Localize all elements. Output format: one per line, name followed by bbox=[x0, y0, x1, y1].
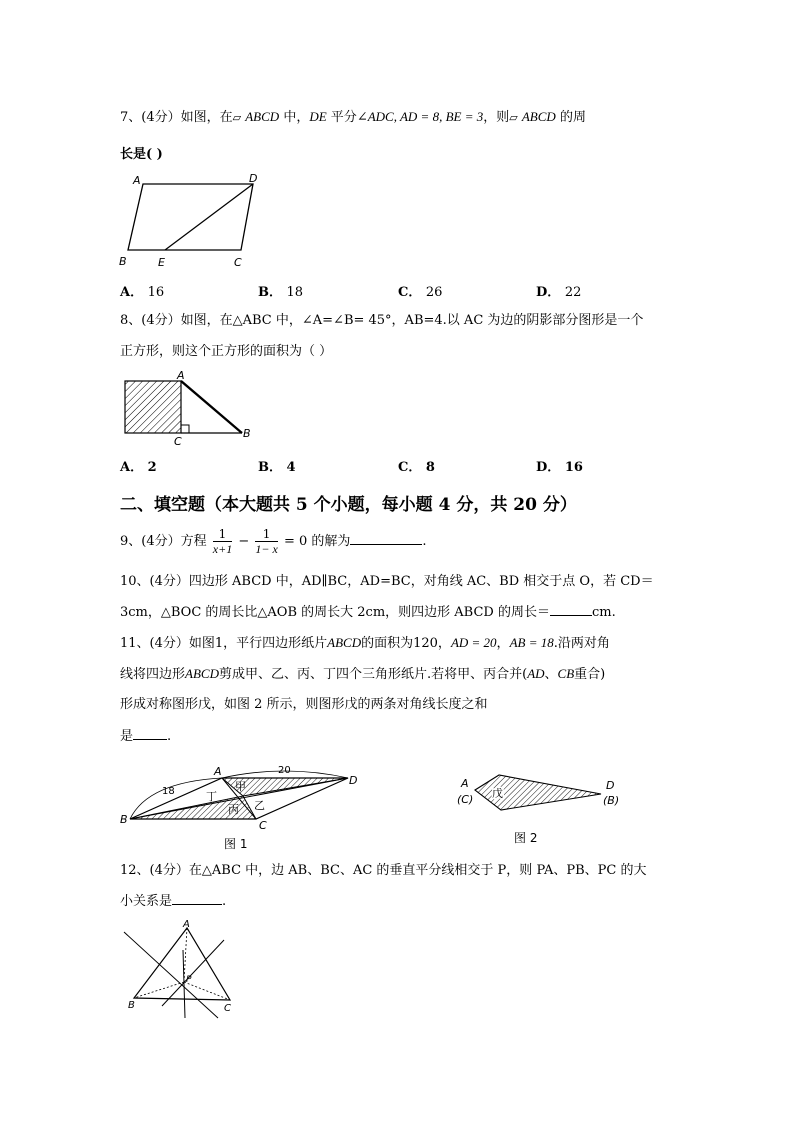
q7-label-a: A bbox=[133, 174, 141, 187]
q9-end: . bbox=[422, 534, 427, 549]
q11-fig1-label-jia: 甲 bbox=[235, 780, 246, 793]
q11-dun: 、 bbox=[544, 667, 558, 682]
q7-de: DE bbox=[309, 109, 327, 124]
q7-option-a: A． 16 bbox=[120, 285, 165, 300]
q11-line1 bbox=[120, 634, 610, 653]
q9-line bbox=[120, 526, 427, 558]
q7-option-c: C． 26 bbox=[398, 285, 443, 300]
q7-parallelogram bbox=[128, 184, 253, 250]
q11-ad: AD = 20 bbox=[450, 635, 497, 650]
q8-label-a: A bbox=[177, 369, 185, 382]
q7-label-b: B bbox=[119, 255, 127, 268]
q10-answer-blank[interactable] bbox=[550, 615, 592, 616]
q11-fig1-label-c: C bbox=[259, 819, 267, 832]
q11-figure-1 bbox=[118, 762, 368, 852]
q9-answer-blank[interactable] bbox=[350, 544, 422, 545]
q11-line4-text: 是 bbox=[120, 729, 134, 744]
q12-label-c: C bbox=[224, 1003, 231, 1014]
q11-line2 bbox=[120, 665, 605, 684]
q11-fig1-label-bing: 丙 bbox=[228, 803, 239, 816]
q11-cb-s: CB bbox=[557, 666, 575, 681]
q7-abcd-2: ABCD bbox=[521, 109, 556, 124]
q12-label-a: A bbox=[183, 919, 190, 930]
q11-line3: 形成对称图形戊，如图 2 所示，则图形戊的两条对角线长度之和 bbox=[120, 697, 488, 712]
q11-figure-2 bbox=[455, 770, 635, 850]
q11-ad-s: AD bbox=[527, 666, 545, 681]
q11-abcd: ABCD bbox=[327, 635, 362, 650]
q11-fig1-label-20: 20 bbox=[278, 765, 291, 776]
q11-fig1-label-b: B bbox=[120, 813, 128, 826]
q12-segment-pa bbox=[184, 928, 187, 982]
q7-pingfen: 平分 bbox=[326, 110, 357, 125]
q7-ze: ，则 bbox=[483, 110, 510, 125]
q9-prefix: 9、(4分）方程 bbox=[120, 534, 207, 549]
q8-figure bbox=[118, 370, 268, 450]
q11-line2-a: 线将四边形 bbox=[120, 667, 186, 682]
q8-label-c: C bbox=[174, 435, 182, 448]
q9-fraction-2: $\frac{1}{1- x}$ bbox=[255, 527, 278, 556]
q11-abcd-2: ABCD bbox=[185, 666, 219, 681]
q8-label-b: B bbox=[243, 427, 251, 440]
q9-minus: − bbox=[238, 534, 250, 549]
q8-side-ab bbox=[181, 381, 242, 433]
q11-line4 bbox=[120, 728, 171, 746]
q7-line2: 长是( ) bbox=[120, 147, 163, 162]
q11-line2-c: 重合) bbox=[574, 667, 606, 682]
q7-intro: 7、(4分）如图，在 bbox=[120, 110, 233, 125]
q11-fig1-label-d: D bbox=[349, 774, 358, 787]
q7-label-c: C bbox=[234, 256, 242, 269]
q12-triangle-abc bbox=[134, 928, 230, 1000]
q8-line2: 正方形，则这个正方形的面积为（ ） bbox=[120, 344, 333, 359]
q7-abcd: ABCD bbox=[245, 109, 280, 124]
q7-zhong: 中， bbox=[279, 110, 310, 125]
q10-unit: cm. bbox=[591, 605, 616, 620]
q10-line2 bbox=[120, 604, 616, 622]
q11-fig1-label-18: 18 bbox=[162, 786, 175, 797]
q12-perp-bisector-3 bbox=[162, 940, 224, 1006]
q12-end: . bbox=[222, 894, 227, 909]
q11-fig1-label-ding: 丁 bbox=[206, 790, 217, 803]
q11-answer-blank[interactable] bbox=[133, 739, 167, 740]
q12-label-b: B bbox=[128, 1000, 135, 1011]
q11-fig2-label-c: (C) bbox=[457, 793, 474, 806]
q8-side-ab-inner bbox=[184, 381, 242, 431]
q12-line2-text: 小关系是 bbox=[120, 894, 173, 909]
parallelogram-symbol-2: ▱ bbox=[509, 111, 518, 124]
q11-ab: AB = 18 bbox=[509, 635, 554, 650]
q11-intro: 11、(4分）如图1，平行四边形纸片 bbox=[120, 636, 328, 651]
q7-label-d: D bbox=[249, 172, 258, 185]
q12-perp-bisector-1 bbox=[124, 932, 218, 1018]
q12-line1: 12、(4分）在△ABC 中，边 AB、BC、AC 的垂直平分线相交于 P，则 PA、PB、PC 的大 bbox=[120, 863, 647, 878]
q8-right-angle-mark bbox=[181, 425, 189, 433]
q12-answer-blank[interactable] bbox=[172, 904, 222, 905]
q11-fig2-label-d: D bbox=[606, 779, 615, 792]
q11-diag: .沿两对角 bbox=[553, 636, 610, 651]
q11-fig2-label-b: (B) bbox=[603, 794, 620, 807]
q10-line1: 10、(4分）四边形 ABCD 中，AD∥BC，AD=BC，对角线 AC、BD 相交于点 O，若 CD＝ bbox=[120, 574, 654, 589]
q8-option-b: B． 4 bbox=[258, 460, 296, 475]
parallelogram-symbol: ▱ bbox=[232, 111, 242, 124]
q8-option-c: C． 8 bbox=[398, 460, 435, 475]
q10-line2-text: 3cm，△BOC 的周长比△AOB 的周长大 2cm，则四边形 ABCD 的周长＝ bbox=[120, 605, 550, 620]
q7-option-d: D． 22 bbox=[536, 285, 582, 300]
q7-segment-de bbox=[165, 184, 253, 250]
q11-fig2-caption: 图 2 bbox=[514, 831, 538, 845]
q9-fraction-1: $\frac{1}{x+1}$ bbox=[212, 527, 233, 556]
q8-option-d: D． 16 bbox=[536, 460, 583, 475]
q11-line2-b: 剪成甲、乙、丙、丁四个三角形纸片.若将甲、丙合并( bbox=[218, 667, 528, 682]
q12-figure bbox=[118, 920, 248, 1020]
q12-line2 bbox=[120, 893, 226, 911]
q7-label-e: E bbox=[158, 256, 165, 269]
q9-eq: = 0 bbox=[283, 534, 308, 549]
q7-line1 bbox=[120, 108, 586, 127]
q8-shaded-square bbox=[125, 381, 181, 433]
q7-condition: ∠ADC, AD = 8, BE = 3 bbox=[356, 109, 484, 124]
q11-fig1-caption: 图 1 bbox=[224, 837, 248, 851]
q11-end: . bbox=[167, 729, 172, 744]
section-2-title: 二、填空题（本大题共 5 个小题，每小题 4 分，共 20 分） bbox=[120, 495, 577, 515]
q11-fig2-label-a: A bbox=[461, 777, 469, 790]
q11-fig2-label-wu: 戊 bbox=[492, 787, 503, 800]
q12-label-p: P bbox=[186, 975, 192, 985]
q9-suffix: 的解为 bbox=[311, 534, 351, 549]
q11-fig1-label-yi: 乙 bbox=[254, 799, 265, 812]
q11-fig1-label-a: A bbox=[214, 765, 222, 778]
q11-comma: ， bbox=[496, 636, 510, 651]
q8-option-a: A． 2 bbox=[120, 460, 157, 475]
q8-line1: 8、(4分）如图，在△ABC 中，∠A=∠B= 45°，AB=4.以 AC 为边的阴影部分图形是一个 bbox=[120, 313, 644, 328]
q7-option-b: B． 18 bbox=[258, 285, 304, 300]
q7-de-zhou: 的周 bbox=[555, 110, 586, 125]
q11-area: 的面积为120， bbox=[361, 636, 451, 651]
q7-figure bbox=[115, 172, 275, 272]
